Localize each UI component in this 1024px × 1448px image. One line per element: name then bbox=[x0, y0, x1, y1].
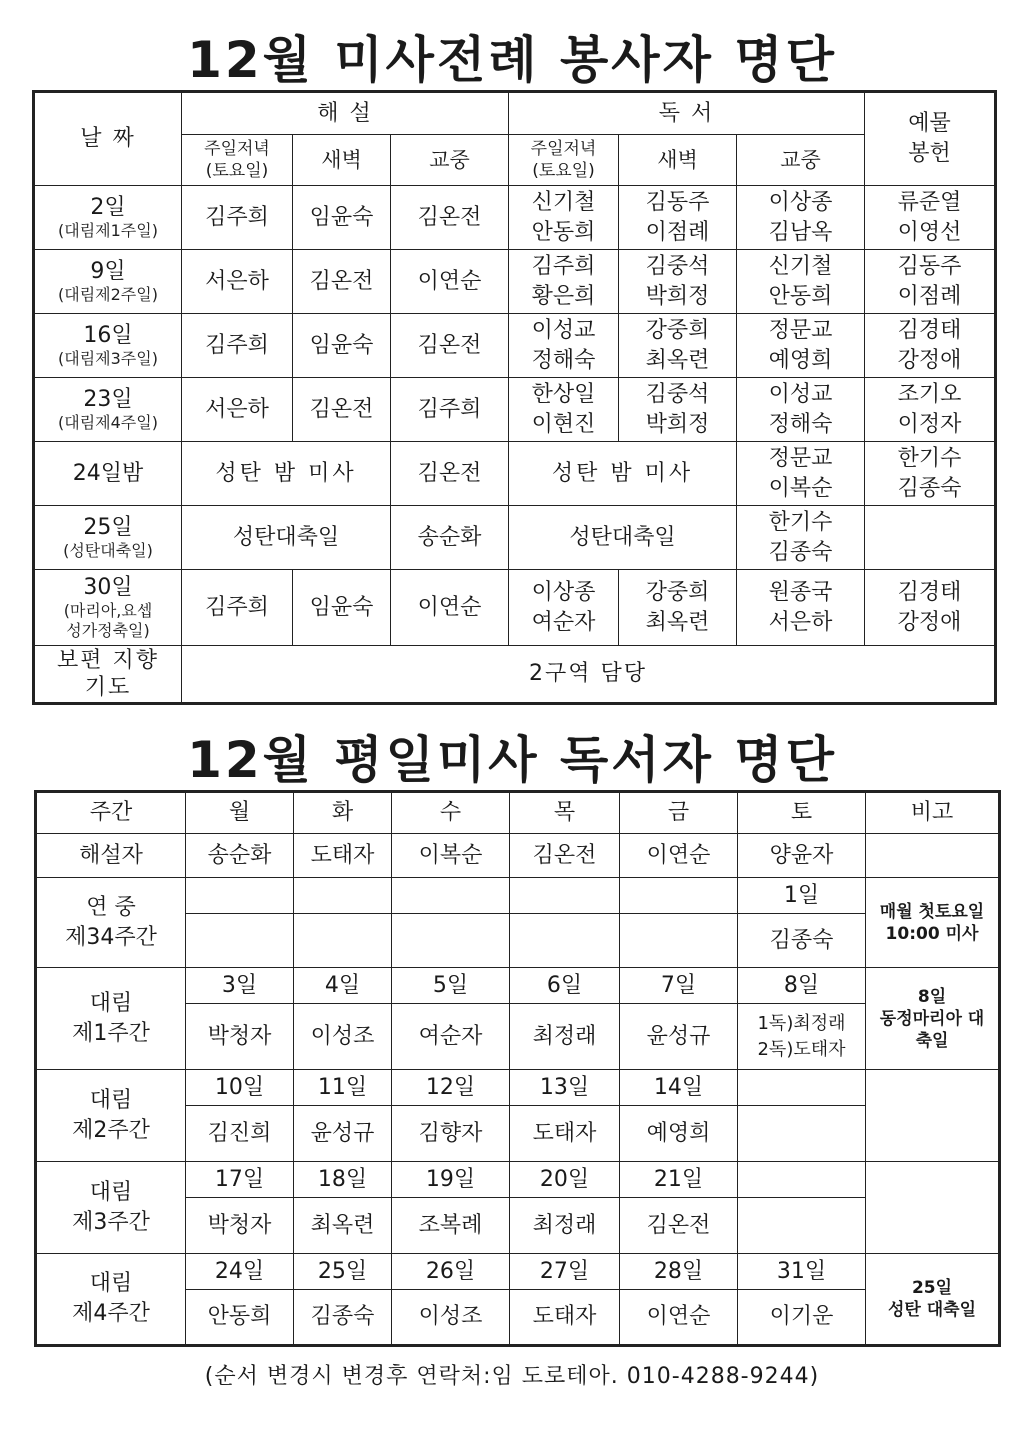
note-cell: 25일 성탄 대축일 bbox=[866, 1254, 1000, 1346]
name-cell: 강중희 최옥련 bbox=[619, 570, 737, 646]
name-cell: 김온전 bbox=[391, 314, 509, 378]
commentator-tue: 도태자 bbox=[294, 834, 392, 878]
name-cell: 김향자 bbox=[392, 1106, 510, 1162]
name-cell: 이성교 정해숙 bbox=[509, 314, 619, 378]
empty-cell bbox=[186, 878, 294, 914]
name-cell: 한기수 김종숙 bbox=[865, 442, 996, 506]
week-label: 대림 제3주간 bbox=[36, 1162, 186, 1254]
table-row bbox=[36, 1254, 1000, 1290]
name-cell: 도태자 bbox=[510, 1290, 620, 1346]
merged-cell: 성탄 밤 미사 bbox=[182, 442, 391, 506]
name-cell: 이기운 bbox=[738, 1290, 866, 1346]
merged-cell: 성탄 밤 미사 bbox=[509, 442, 737, 506]
name-cell: 김온전 bbox=[391, 186, 509, 250]
date-cell: 19일 bbox=[392, 1162, 510, 1198]
name-cell: 최정래 bbox=[510, 1004, 620, 1070]
header-date: 날 짜 bbox=[34, 92, 182, 186]
name-cell: 김경태 강정애 bbox=[865, 570, 996, 646]
header-thu: 목 bbox=[510, 792, 620, 834]
date-cell: 12일 bbox=[392, 1070, 510, 1106]
table-row bbox=[34, 570, 996, 646]
name-cell: 이상종 김남옥 bbox=[737, 186, 865, 250]
note-cell: 8일 동정마리아 대 축일 bbox=[866, 968, 1000, 1070]
date-cell: 9일 (대림제2주일) bbox=[34, 250, 182, 314]
empty-cell bbox=[738, 1070, 866, 1106]
date-cell: 14일 bbox=[620, 1070, 738, 1106]
commentator-label: 해설자 bbox=[36, 834, 186, 878]
merged-cell: 성탄대축일 bbox=[509, 506, 737, 570]
table-row bbox=[36, 878, 1000, 914]
name-cell: 도태자 bbox=[510, 1106, 620, 1162]
table-row bbox=[36, 1162, 1000, 1198]
name-cell: 이상종 여순자 bbox=[509, 570, 619, 646]
sunday-schedule-table bbox=[32, 90, 997, 705]
name-cell: 이연순 bbox=[391, 570, 509, 646]
empty-cell bbox=[510, 878, 620, 914]
name-cell: 김동주 이점례 bbox=[865, 250, 996, 314]
table-row bbox=[34, 186, 996, 250]
name-cell: 한기수 김종숙 bbox=[737, 506, 865, 570]
table-row bbox=[36, 1070, 1000, 1106]
name-cell: 박청자 bbox=[186, 1004, 294, 1070]
date-cell: 4일 bbox=[294, 968, 392, 1004]
date-cell: 6일 bbox=[510, 968, 620, 1004]
name-cell: 1독)최정래 2독)도태자 bbox=[738, 1004, 866, 1070]
commentator-thu: 김온전 bbox=[510, 834, 620, 878]
name-cell: 김주희 bbox=[182, 570, 293, 646]
name-cell: 이연순 bbox=[620, 1290, 738, 1346]
prayer-label: 보편 지향 기도 bbox=[34, 646, 182, 704]
commentator-fri: 이연순 bbox=[620, 834, 738, 878]
name-cell: 김중석 박희정 bbox=[619, 378, 737, 442]
date-cell: 25일 (성탄대축일) bbox=[34, 506, 182, 570]
name-cell: 서은하 bbox=[182, 378, 293, 442]
commentator-mon: 송순화 bbox=[186, 834, 294, 878]
date-cell: 5일 bbox=[392, 968, 510, 1004]
prayer-value: 2구역 담당 bbox=[182, 646, 996, 704]
date-cell: 20일 bbox=[510, 1162, 620, 1198]
empty-cell bbox=[738, 1162, 866, 1198]
empty-cell bbox=[866, 1162, 1000, 1254]
name-cell: 최옥련 bbox=[294, 1198, 392, 1254]
empty-cell bbox=[392, 914, 510, 968]
header-week: 주간 bbox=[36, 792, 186, 834]
section-title: 12월 평일미사 독서자 명단 bbox=[187, 731, 837, 789]
header-reading-eve: 주일저녁 (토요일) bbox=[509, 135, 619, 186]
commentator-sat: 양윤자 bbox=[738, 834, 866, 878]
name-cell: 이연순 bbox=[391, 250, 509, 314]
name-cell: 신기철 안동희 bbox=[737, 250, 865, 314]
date-cell: 26일 bbox=[392, 1254, 510, 1290]
name-cell: 김중석 박희정 bbox=[619, 250, 737, 314]
date-cell: 18일 bbox=[294, 1162, 392, 1198]
name-cell: 이성교 정해숙 bbox=[737, 378, 865, 442]
date-cell: 11일 bbox=[294, 1070, 392, 1106]
header-commentary-dawn: 새벽 bbox=[293, 135, 391, 186]
date-cell: 8일 bbox=[738, 968, 866, 1004]
header-wed: 수 bbox=[392, 792, 510, 834]
header-mon: 월 bbox=[186, 792, 294, 834]
weekday-schedule-table bbox=[34, 790, 1001, 1347]
name-cell: 김종숙 bbox=[294, 1290, 392, 1346]
header-note: 비고 bbox=[866, 792, 1000, 834]
name-cell: 원종국 서은하 bbox=[737, 570, 865, 646]
empty-cell bbox=[294, 914, 392, 968]
name-cell: 김주희 bbox=[182, 314, 293, 378]
name-cell: 류준열 이영선 bbox=[865, 186, 996, 250]
empty-cell bbox=[866, 834, 1000, 878]
commentator-wed: 이복순 bbox=[392, 834, 510, 878]
empty-cell bbox=[620, 914, 738, 968]
name-cell: 정문교 이복순 bbox=[737, 442, 865, 506]
date-cell: 30일 (마리아,요셉 성가정축일) bbox=[34, 570, 182, 646]
name-cell: 안동희 bbox=[186, 1290, 294, 1346]
header-offering: 예물 봉헌 bbox=[865, 92, 996, 186]
name-cell: 김온전 bbox=[620, 1198, 738, 1254]
header-sat: 토 bbox=[738, 792, 866, 834]
date-cell: 3일 bbox=[186, 968, 294, 1004]
name-cell: 임윤숙 bbox=[293, 186, 391, 250]
header-commentary-eve: 주일저녁 (토요일) bbox=[182, 135, 293, 186]
name-cell: 김온전 bbox=[391, 442, 509, 506]
name-cell: 조기오 이정자 bbox=[865, 378, 996, 442]
date-cell: 21일 bbox=[620, 1162, 738, 1198]
table-row bbox=[34, 442, 996, 506]
name-cell: 윤성규 bbox=[620, 1004, 738, 1070]
name-cell: 강중희 최옥련 bbox=[619, 314, 737, 378]
name-cell: 최정래 bbox=[510, 1198, 620, 1254]
date-cell: 24일밤 bbox=[34, 442, 182, 506]
name-cell: 여순자 bbox=[392, 1004, 510, 1070]
name-cell: 김주희 황은희 bbox=[509, 250, 619, 314]
name-cell: 윤성규 bbox=[294, 1106, 392, 1162]
header-fri: 금 bbox=[620, 792, 738, 834]
week-label: 연 중 제34주간 bbox=[36, 878, 186, 968]
note-cell: 매월 첫토요일 10:00 미사 bbox=[866, 878, 1000, 968]
date-cell: 23일 (대림제4주일) bbox=[34, 378, 182, 442]
name-cell: 예영희 bbox=[620, 1106, 738, 1162]
name-cell: 김종숙 bbox=[738, 914, 866, 968]
page-title: 12월 미사전례 봉사자 명단 bbox=[187, 31, 837, 89]
header-reading: 독 서 bbox=[509, 92, 865, 135]
header-tue: 화 bbox=[294, 792, 392, 834]
date-cell: 24일 bbox=[186, 1254, 294, 1290]
date-cell: 2일 (대림제1주일) bbox=[34, 186, 182, 250]
date-cell: 16일 (대림제3주일) bbox=[34, 314, 182, 378]
name-cell: 김온전 bbox=[293, 378, 391, 442]
table-row bbox=[34, 646, 996, 704]
empty-cell bbox=[738, 1106, 866, 1162]
name-cell: 임윤숙 bbox=[293, 570, 391, 646]
date-cell: 28일 bbox=[620, 1254, 738, 1290]
name-cell: 김주희 bbox=[391, 378, 509, 442]
empty-cell bbox=[620, 878, 738, 914]
date-cell: 31일 bbox=[738, 1254, 866, 1290]
name-cell: 김진희 bbox=[186, 1106, 294, 1162]
empty-cell bbox=[738, 1198, 866, 1254]
table-row bbox=[34, 506, 996, 570]
date-cell: 7일 bbox=[620, 968, 738, 1004]
name-cell: 송순화 bbox=[391, 506, 509, 570]
empty-cell bbox=[186, 914, 294, 968]
header-commentary-school: 교중 bbox=[391, 135, 509, 186]
name-cell: 한상일 이현진 bbox=[509, 378, 619, 442]
contact-footer: (순서 변경시 변경후 연락처:임 도로테아. 010-4288-9244) bbox=[204, 1364, 820, 1389]
table-row bbox=[36, 968, 1000, 1004]
name-cell: 김경태 강정애 bbox=[865, 314, 996, 378]
date-cell: 1일 bbox=[738, 878, 866, 914]
date-cell: 27일 bbox=[510, 1254, 620, 1290]
date-cell: 17일 bbox=[186, 1162, 294, 1198]
header-reading-dawn: 새벽 bbox=[619, 135, 737, 186]
name-cell: 김동주 이점례 bbox=[619, 186, 737, 250]
header-reading-school: 교중 bbox=[737, 135, 865, 186]
empty-cell bbox=[866, 1070, 1000, 1162]
empty-cell bbox=[510, 914, 620, 968]
week-label: 대림 제4주간 bbox=[36, 1254, 186, 1346]
name-cell: 박청자 bbox=[186, 1198, 294, 1254]
header-commentary: 해 설 bbox=[182, 92, 509, 135]
table-row bbox=[34, 250, 996, 314]
table-row bbox=[34, 378, 996, 442]
empty-cell bbox=[865, 506, 996, 570]
date-cell: 25일 bbox=[294, 1254, 392, 1290]
date-cell: 10일 bbox=[186, 1070, 294, 1106]
name-cell: 신기철 안동희 bbox=[509, 186, 619, 250]
name-cell: 서은하 bbox=[182, 250, 293, 314]
table-row bbox=[34, 314, 996, 378]
name-cell: 정문교 예영희 bbox=[737, 314, 865, 378]
name-cell: 김온전 bbox=[293, 250, 391, 314]
week-label: 대림 제2주간 bbox=[36, 1070, 186, 1162]
week-label: 대림 제1주간 bbox=[36, 968, 186, 1070]
empty-cell bbox=[392, 878, 510, 914]
name-cell: 김주희 bbox=[182, 186, 293, 250]
date-cell: 13일 bbox=[510, 1070, 620, 1106]
name-cell: 이성조 bbox=[294, 1004, 392, 1070]
name-cell: 조복례 bbox=[392, 1198, 510, 1254]
empty-cell bbox=[294, 878, 392, 914]
name-cell: 이성조 bbox=[392, 1290, 510, 1346]
merged-cell: 성탄대축일 bbox=[182, 506, 391, 570]
name-cell: 임윤숙 bbox=[293, 314, 391, 378]
